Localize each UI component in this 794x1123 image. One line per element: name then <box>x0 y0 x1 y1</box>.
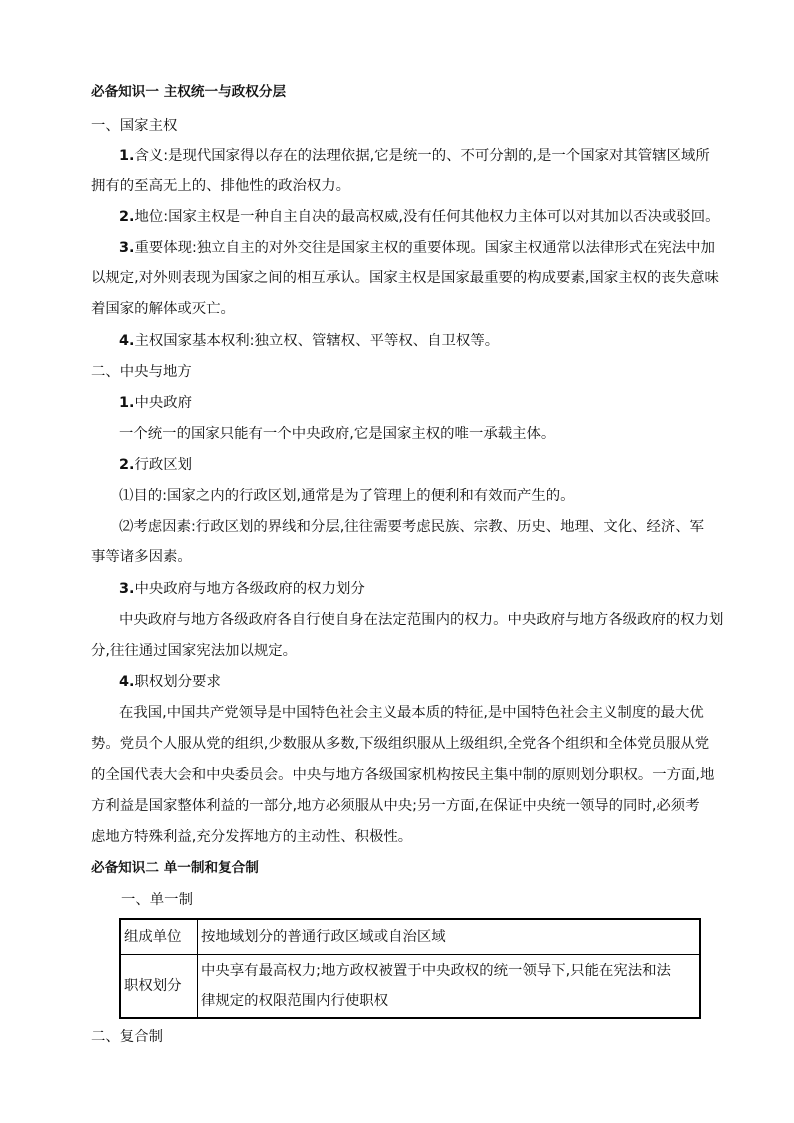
table-cell-label: 职权划分 <box>120 955 198 1019</box>
table-row <box>120 919 700 955</box>
subheading-text: 职权划分要求 <box>134 674 221 690</box>
paragraph-line: 在我国,中国共产党领导是中国特色社会主义最本质的特征,是中国特色社会主义制度的最大优 <box>119 705 704 721</box>
table-cell-content <box>198 955 701 1019</box>
paragraph-line: 分,往往通过国家宪法加以规定。 <box>91 643 298 659</box>
item-number: 1. <box>119 395 135 411</box>
paragraph-line: 中央政府与地方各级政府各自行使自身在法定范围内的权力。中央政府与地方各级政府的权力划 <box>119 612 724 628</box>
paragraph-line: ⑵考虑因素:行政区划的界线和分层,往往需要考虑民族、宗教、历史、地理、文化、经济、军 <box>119 519 705 535</box>
paragraph-line: 着国家的解体或灭亡。 <box>91 301 235 317</box>
item-number: 2. <box>119 457 135 473</box>
heading-compound-system: 二、复合制 <box>91 1029 163 1045</box>
paragraph-line: 以规定,对外则表现为国家之间的相互承认。国家主权是国家最重要的构成要素,国家主权的丧失意味 <box>91 270 719 286</box>
item-number: 3. <box>119 240 135 256</box>
item-number: 4. <box>119 674 135 690</box>
section-title: 必备知识一 主权统一与政权分层 <box>91 84 287 100</box>
paragraph-line: 的全国代表大会和中央委员会。中央与地方各级国家机构按民主集中制的原则划分职权。一方面,地 <box>91 767 715 783</box>
item-number: 4. <box>119 333 135 349</box>
paragraph-line: 一个统一的国家只能有一个中央政府,它是国家主权的唯一承载主体。 <box>119 426 556 442</box>
paragraph-line: 方利益是国家整体利益的一部分,地方必须服从中央;另一方面,在保证中央统一领导的同时,必须考 <box>91 798 700 814</box>
table-cell-label: 组成单位 <box>120 919 198 955</box>
subheading <box>119 579 365 599</box>
subheading-text: 中央政府与地方各级政府的权力划分 <box>134 581 365 597</box>
unitary-system-table <box>119 918 701 1019</box>
subheading-text: 行政区划 <box>134 457 193 473</box>
paragraph-line: 势。党员个人服从党的组织,少数服从多数,下级组织服从上级组织,全党各个组织和全体党员服从党 <box>91 736 710 752</box>
paragraph-line <box>119 331 499 351</box>
table-row <box>120 955 700 1019</box>
section-title: 必备知识二 单一制和复合制 <box>91 860 259 876</box>
paragraph-text: 含义:是现代国家得以存在的法理依据,它是统一的、不可分割的,是一个国家对其管辖区域所 <box>134 148 710 164</box>
paragraph-line <box>119 238 715 258</box>
paragraph-text: 地位:国家主权是一种自主自决的最高权威,没有任何其他权力主体可以对其加以否决或驳回。 <box>134 209 720 225</box>
table-cell-content: 按地域划分的普通行政区域或自治区域 <box>198 919 701 955</box>
item-number: 1. <box>119 148 135 164</box>
paragraph-text: 重要体现:独立自主的对外交往是国家主权的重要体现。国家主权通常以法律形式在宪法中加 <box>134 240 715 256</box>
subheading <box>119 672 221 692</box>
paragraph-line: 虑地方特殊利益,充分发挥地方的主动性、积极性。 <box>91 829 413 845</box>
paragraph-line <box>119 207 720 227</box>
heading-central-local: 二、中央与地方 <box>91 364 192 380</box>
cell-text-line: 中央享有最高权力;地方政权被置于中央政权的统一领导下,只能在宪法和法 <box>201 963 671 979</box>
item-number: 3. <box>119 581 135 597</box>
subheading-text: 中央政府 <box>134 395 193 411</box>
paragraph-line <box>119 146 710 166</box>
paragraph-line: 事等诸多因素。 <box>91 549 192 565</box>
paragraph-text: 主权国家基本权利:独立权、管辖权、平等权、自卫权等。 <box>134 333 500 349</box>
subheading <box>119 393 192 413</box>
cell-text-line: 律规定的权限范围内行使职权 <box>201 993 389 1009</box>
heading-national-sovereignty: 一、国家主权 <box>91 118 178 134</box>
paragraph-line: 拥有的至高无上的、排他性的政治权力。 <box>91 178 351 194</box>
item-number: 2. <box>119 209 135 225</box>
heading-unitary-system: 一、单一制 <box>121 892 193 908</box>
paragraph-line: ⑴目的:国家之内的行政区划,通常是为了管理上的便利和有效而产生的。 <box>119 488 575 504</box>
subheading <box>119 455 192 475</box>
